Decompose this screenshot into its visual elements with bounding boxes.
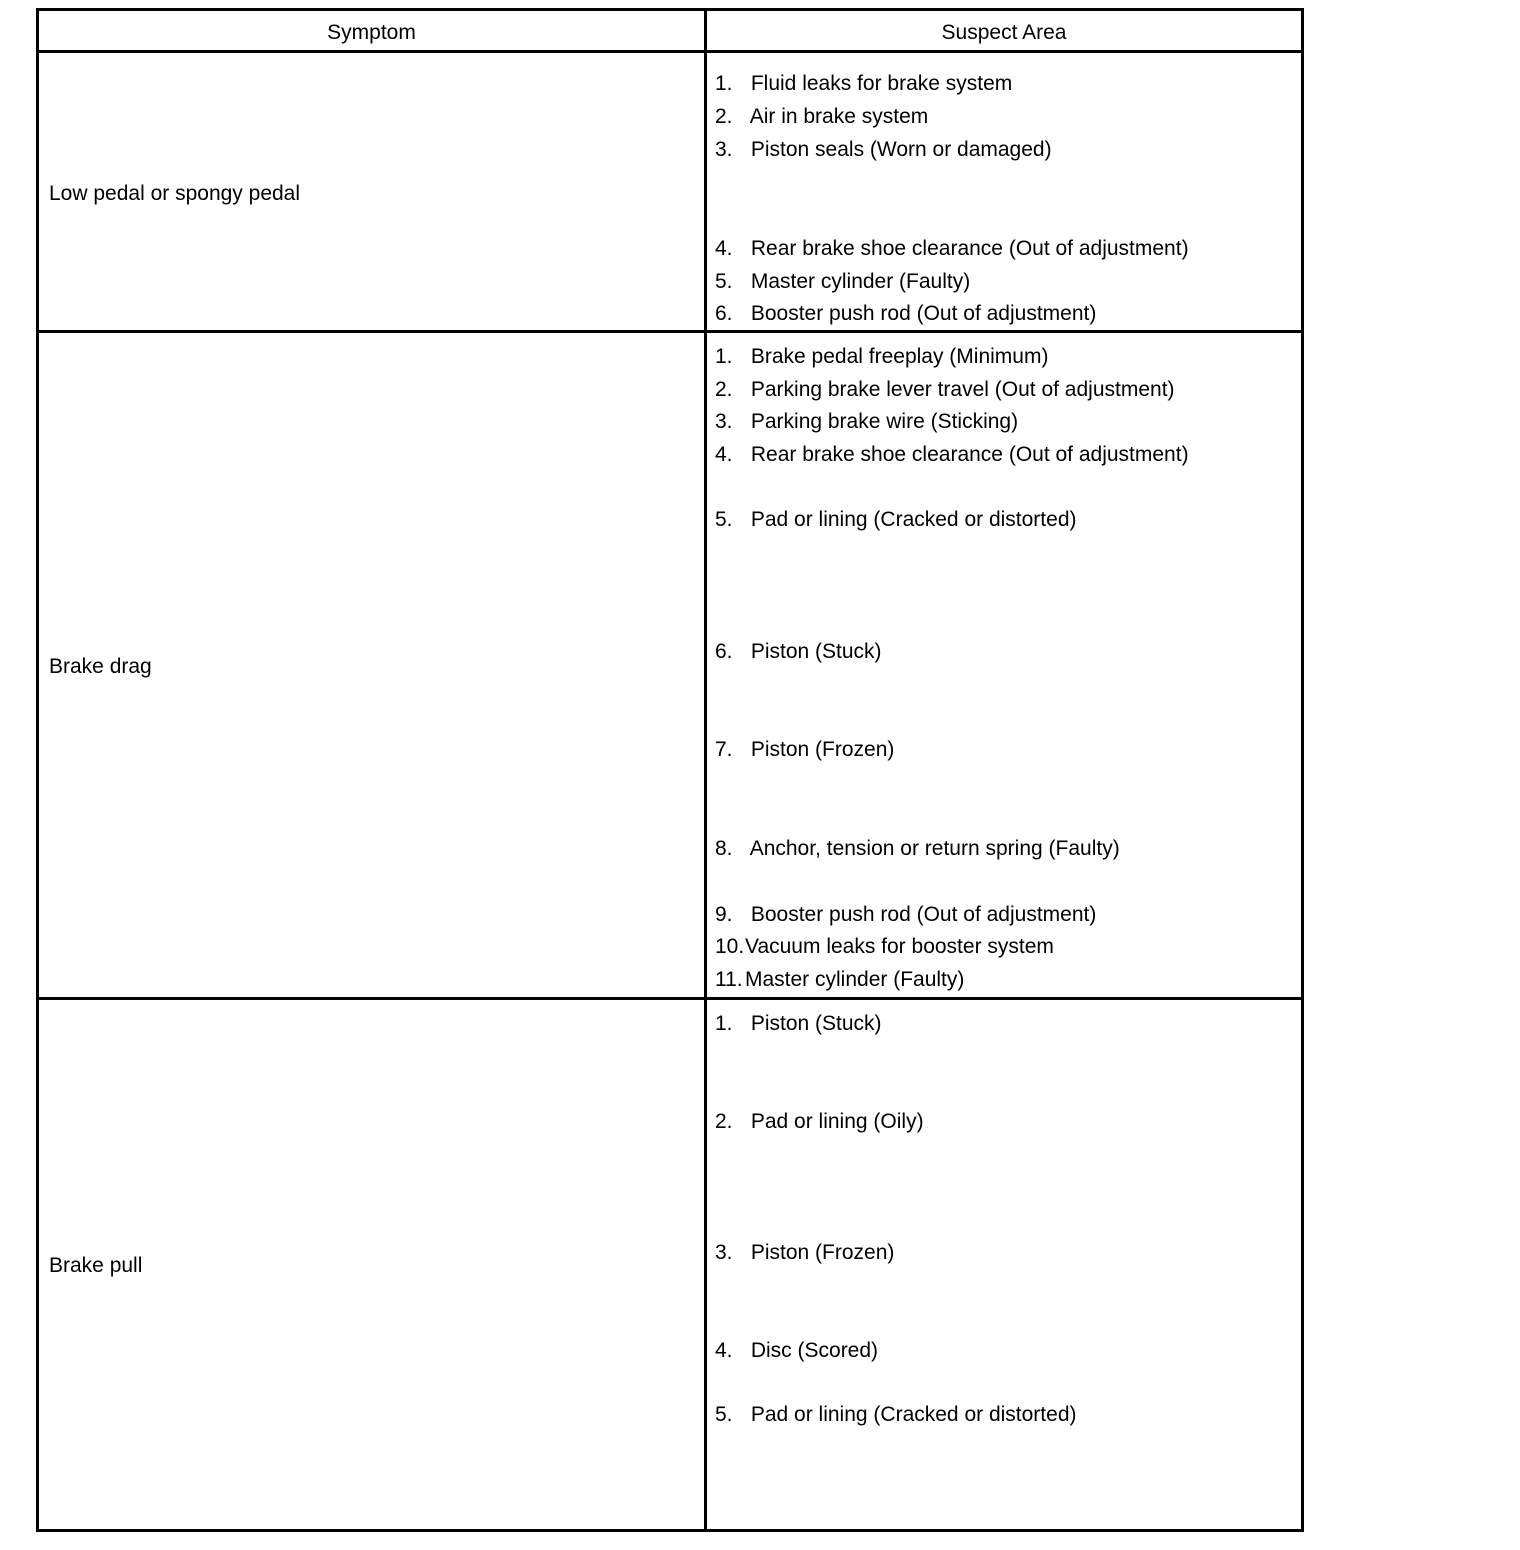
list-item bbox=[715, 236, 1189, 262]
item-number: 3. bbox=[715, 1241, 733, 1264]
list-item bbox=[715, 934, 1054, 960]
item-number: 2. bbox=[715, 378, 733, 401]
item-number: 4. bbox=[715, 237, 733, 260]
item-text: Parking brake wire (Sticking) bbox=[750, 410, 1019, 433]
item-text: Master cylinder (Faulty) bbox=[745, 968, 965, 991]
item-text: Piston (Stuck) bbox=[750, 1012, 882, 1035]
item-number: 5. bbox=[715, 270, 733, 293]
item-text: Booster push rod (Out of adjustment) bbox=[750, 302, 1097, 325]
header-suspect-area: Suspect Area bbox=[941, 21, 1067, 44]
item-text: Piston (Stuck) bbox=[750, 640, 882, 663]
list-item bbox=[715, 344, 1048, 370]
column-divider bbox=[704, 53, 707, 330]
item-number: 1. bbox=[715, 1012, 733, 1035]
item-text: Pad or lining (Cracked or distorted) bbox=[750, 508, 1077, 531]
item-text: Vacuum leaks for booster system bbox=[745, 935, 1054, 958]
item-number: 4. bbox=[715, 1339, 733, 1362]
item-number: 9. bbox=[715, 903, 733, 926]
symptom-cell: Brake pull bbox=[49, 1254, 143, 1277]
list-item bbox=[715, 1402, 1077, 1428]
list-item bbox=[715, 71, 1012, 97]
list-item bbox=[715, 409, 1018, 435]
item-text: Parking brake lever travel (Out of adjustment) bbox=[750, 378, 1175, 401]
item-number: 6. bbox=[715, 302, 733, 325]
item-text: Pad or lining (Cracked or distorted) bbox=[750, 1403, 1077, 1426]
item-text: Disc (Scored) bbox=[750, 1339, 879, 1362]
item-text: Piston (Frozen) bbox=[750, 1241, 895, 1264]
item-text: Piston (Frozen) bbox=[750, 738, 895, 761]
item-text: Rear brake shoe clearance (Out of adjustment) bbox=[750, 237, 1189, 260]
item-number: 3. bbox=[715, 138, 733, 161]
symptom-cell: Brake drag bbox=[49, 655, 152, 678]
item-text: Brake pedal freeplay (Minimum) bbox=[750, 345, 1049, 368]
item-text: Anchor, tension or return spring (Faulty) bbox=[749, 837, 1120, 860]
list-item bbox=[715, 104, 928, 130]
list-item bbox=[715, 902, 1096, 928]
item-text: Pad or lining (Oily) bbox=[750, 1110, 924, 1133]
item-number: 7. bbox=[715, 738, 733, 761]
item-text: Fluid leaks for brake system bbox=[750, 72, 1013, 95]
table-row bbox=[36, 53, 1304, 333]
list-item bbox=[715, 1338, 878, 1364]
item-text: Booster push rod (Out of adjustment) bbox=[750, 903, 1097, 926]
symptom-table bbox=[36, 8, 1304, 1524]
item-text: Master cylinder (Faulty) bbox=[750, 270, 971, 293]
item-number: 5. bbox=[715, 508, 733, 531]
list-item bbox=[715, 137, 1052, 163]
list-item bbox=[715, 737, 894, 763]
list-item bbox=[715, 507, 1077, 533]
list-item bbox=[715, 967, 964, 993]
item-number: 8. bbox=[715, 837, 733, 860]
list-item bbox=[715, 377, 1175, 403]
symptom-cell: Low pedal or spongy pedal bbox=[49, 182, 301, 205]
item-number: 11. bbox=[715, 968, 743, 991]
column-divider bbox=[704, 333, 707, 997]
item-number: 5. bbox=[715, 1403, 733, 1426]
item-number: 6. bbox=[715, 640, 733, 663]
table-row bbox=[36, 1000, 1304, 1532]
item-number: 1. bbox=[715, 72, 733, 95]
item-number: 3. bbox=[715, 410, 733, 433]
item-text: Piston seals (Worn or damaged) bbox=[750, 138, 1052, 161]
table-row bbox=[36, 333, 1304, 1000]
item-number: 2. bbox=[715, 1110, 733, 1133]
list-item bbox=[715, 639, 882, 665]
item-text: Air in brake system bbox=[749, 105, 929, 128]
list-item bbox=[715, 1011, 882, 1037]
item-number: 10. bbox=[715, 935, 745, 958]
item-text: Rear brake shoe clearance (Out of adjustment) bbox=[750, 443, 1189, 466]
table-header-row bbox=[36, 8, 1304, 53]
item-number: 1. bbox=[715, 345, 733, 368]
list-item bbox=[715, 1109, 924, 1135]
item-number: 2. bbox=[715, 105, 733, 128]
item-number: 4. bbox=[715, 443, 733, 466]
list-item bbox=[715, 269, 970, 295]
header-symptom: Symptom bbox=[327, 21, 416, 44]
list-item bbox=[715, 442, 1189, 468]
column-divider bbox=[704, 1000, 707, 1529]
list-item bbox=[715, 301, 1096, 327]
list-item bbox=[715, 1240, 894, 1266]
list-item bbox=[715, 836, 1120, 862]
